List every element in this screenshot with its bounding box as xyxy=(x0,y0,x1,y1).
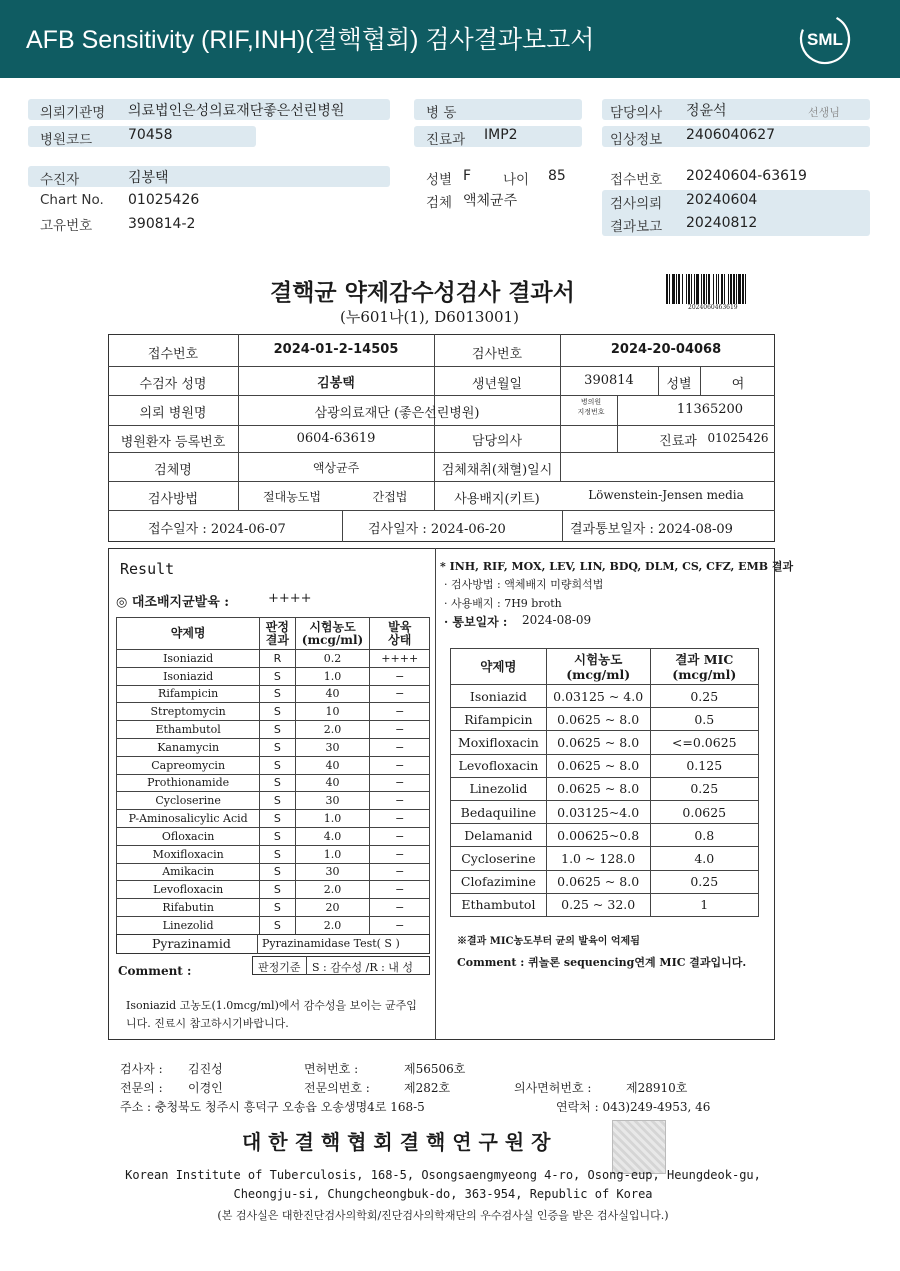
col-header: 결과 xyxy=(265,632,289,647)
table-cell: − xyxy=(370,685,430,703)
table-cell: − xyxy=(370,738,430,756)
table-cell: 1 xyxy=(650,893,758,916)
footer-text: 면허번호 : xyxy=(304,1062,359,1076)
table-cell: S xyxy=(260,916,295,934)
barcode-text: 202406046361​9 xyxy=(688,304,738,311)
comment-text: Isoniazid 고농도(1.0mcg/ml)에서 감수성을 보이는 균주입 xyxy=(126,999,417,1012)
table-cell: Moxifloxacin xyxy=(451,731,547,754)
mic-media: · 사용배지 : 7H9 broth xyxy=(444,597,562,610)
table-cell: Moxifloxacin xyxy=(117,845,260,863)
table-row xyxy=(117,650,430,668)
table-cell: S xyxy=(260,703,295,721)
table-cell: − xyxy=(370,827,430,845)
table-cell: Delamanid xyxy=(451,824,547,847)
info-label: 병 동 xyxy=(426,105,457,121)
scanned-report xyxy=(100,262,800,1262)
cell: 진료과 xyxy=(659,434,697,449)
table-cell: Levofloxacin xyxy=(451,754,547,777)
table-row xyxy=(451,847,759,870)
table-cell: 1.0 ~ 128.0 xyxy=(546,847,650,870)
info-label: 검사의뢰 xyxy=(610,196,663,212)
table-cell: 4.0 xyxy=(295,827,370,845)
table-cell: − xyxy=(370,703,430,721)
cell: 0604-63619 xyxy=(296,431,376,446)
col-header: 약제명 xyxy=(117,618,260,650)
cell: 여 xyxy=(731,377,745,392)
footer-text: 제28910호 xyxy=(626,1081,688,1095)
cell: 수검자 성명 xyxy=(139,377,207,392)
table-row xyxy=(117,881,430,899)
table-cell: Prothionamide xyxy=(117,774,260,792)
table-cell: Cycloserine xyxy=(451,847,547,870)
info-value: 정윤석 xyxy=(686,103,727,119)
footer-text: 제56506호 xyxy=(404,1062,466,1076)
table-row xyxy=(451,893,759,916)
table-cell: 40 xyxy=(295,756,370,774)
report-subtitle: (누601나(1), D6013001) xyxy=(340,308,519,326)
info-value: 85 xyxy=(548,168,566,184)
info-label: 담당의사 xyxy=(610,105,663,121)
mic-date-label: · 통보일자 : xyxy=(444,615,508,629)
cell: 검사일자 : 2024-06-20 xyxy=(368,522,506,537)
table-cell: Capreomycin xyxy=(117,756,260,774)
footer-text: 검사자 : xyxy=(120,1062,163,1076)
table-cell: Cycloserine xyxy=(117,792,260,810)
table-cell: 4.0 xyxy=(650,847,758,870)
table-cell: − xyxy=(370,667,430,685)
table-cell: S xyxy=(260,863,295,881)
table-cell: Ethambutol xyxy=(117,721,260,739)
col-header: 판정 xyxy=(265,619,289,634)
table-cell: Linezolid xyxy=(451,777,547,800)
col-header: (mcg/ml) xyxy=(672,666,737,682)
table-cell: S xyxy=(260,721,295,739)
table-cell: ++++ xyxy=(370,650,430,668)
table-cell: 0.0625 xyxy=(650,800,758,823)
info-value: F xyxy=(463,168,472,184)
svg-text:SML: SML xyxy=(807,30,843,49)
footer-text: 김진성 xyxy=(188,1062,223,1076)
info-label: 의뢰기관명 xyxy=(40,105,106,121)
info-label: 검체 xyxy=(426,195,453,211)
address-en: Cheongju-si, Chungcheongbuk-do, 363-954, Republic of Korea xyxy=(233,1187,653,1201)
table-cell: S xyxy=(260,899,295,917)
cell: 390814 xyxy=(584,373,634,388)
table-cell: 0.0625 ~ 8.0 xyxy=(546,777,650,800)
criteria-label: 판정기준 xyxy=(258,961,301,974)
table-cell: 2.0 xyxy=(295,721,370,739)
table-cell: − xyxy=(370,916,430,934)
table-cell: S xyxy=(260,667,295,685)
table-cell: 2.0 xyxy=(295,881,370,899)
table-cell: S xyxy=(260,738,295,756)
table-cell: 0.03125 ~ 4.0 xyxy=(546,685,650,708)
cell: 01025426 xyxy=(707,431,769,445)
table-row xyxy=(451,824,759,847)
col-header: 발육 xyxy=(388,619,412,634)
table-cell: S xyxy=(260,845,295,863)
table-row xyxy=(117,774,430,792)
table-cell: Isoniazid xyxy=(451,685,547,708)
table-cell: Ofloxacin xyxy=(117,827,260,845)
cell: 담당의사 xyxy=(471,434,523,449)
table-cell: Bedaquiline xyxy=(451,800,547,823)
cell: 삼광의료재단 (좋은선린병원) xyxy=(314,406,480,421)
table-cell: 0.0625 ~ 8.0 xyxy=(546,754,650,777)
info-label: 병원코드 xyxy=(40,132,93,148)
table-cell: 0.00625~0.8 xyxy=(546,824,650,847)
official-seal xyxy=(612,1120,666,1174)
table-cell: 0.0625 ~ 8.0 xyxy=(546,731,650,754)
info-value: 20240604 xyxy=(686,192,758,208)
table-row xyxy=(117,863,430,881)
table-cell: P-Aminosalicylic Acid xyxy=(117,810,260,828)
mic-note: ※결과 MIC농도부터 균의 발육이 억제됨 xyxy=(457,936,640,947)
control-value: ++++ xyxy=(268,591,312,606)
table-cell: <=0.0625 xyxy=(650,731,758,754)
table-row xyxy=(117,827,430,845)
info-label: Chart No. xyxy=(40,192,104,208)
result-title: Result xyxy=(120,560,175,578)
info-value: 2406040627 xyxy=(686,127,776,143)
table-cell: Linezolid xyxy=(117,916,260,934)
footer-text: 주소 : 충청북도 청주시 흥덕구 오송읍 오송생명4로 168-5 xyxy=(120,1100,425,1114)
table-cell: Streptomycin xyxy=(117,703,260,721)
cell: 2024-20-04068 xyxy=(610,342,722,357)
table-row xyxy=(117,685,430,703)
table-cell: Levofloxacin xyxy=(117,881,260,899)
cell: 간접법 xyxy=(372,490,408,504)
info-value: 의료법인은성의료재단좋은선린병원 xyxy=(128,103,345,119)
cell: 김봉택 xyxy=(317,376,355,391)
table-row xyxy=(117,845,430,863)
table-cell: 0.2 xyxy=(295,650,370,668)
cell: 의뢰 병원명 xyxy=(139,406,207,421)
table-cell: 2.0 xyxy=(295,916,370,934)
table-cell: 30 xyxy=(295,792,370,810)
table-cell: 0.25 ~ 32.0 xyxy=(546,893,650,916)
table-cell: 30 xyxy=(295,863,370,881)
info-label: 고유번호 xyxy=(40,218,93,234)
table-cell: − xyxy=(370,899,430,917)
table-cell: S xyxy=(260,774,295,792)
table-cell: S xyxy=(260,756,295,774)
table-cell: Clofazimine xyxy=(451,870,547,893)
table-cell: − xyxy=(370,863,430,881)
header-bar xyxy=(0,0,900,78)
barcode xyxy=(666,274,768,304)
table-cell: 0.25 xyxy=(650,777,758,800)
info-label: 접수번호 xyxy=(610,172,663,188)
cell: 검사방법 xyxy=(147,492,199,507)
table-row xyxy=(117,792,430,810)
table-cell: 30 xyxy=(295,738,370,756)
info-label: 결과보고 xyxy=(610,219,663,235)
table-cell: S xyxy=(260,881,295,899)
table-cell: Rifabutin xyxy=(117,899,260,917)
cell: 병의원 xyxy=(580,398,602,406)
table-cell: 1.0 xyxy=(295,667,370,685)
table-cell: 1.0 xyxy=(295,810,370,828)
cell: 사용배지(키트) xyxy=(454,492,540,507)
cell: 지정번호 xyxy=(577,408,605,416)
cell: 생년월일 xyxy=(471,377,523,392)
table-cell: S xyxy=(260,827,295,845)
cell: 접수번호 xyxy=(147,347,199,362)
cell: 액상균주 xyxy=(312,461,360,475)
report-title: 결핵균 약제감수성검사 결과서 xyxy=(270,279,575,306)
table-cell: 0.03125~4.0 xyxy=(546,800,650,823)
table-row xyxy=(117,667,430,685)
cell: Löwenstein-Jensen media xyxy=(588,488,744,502)
cell: 결과통보일자 : 2024-08-09 xyxy=(570,522,733,537)
col-header: (mcg/ml) xyxy=(301,632,364,647)
table-cell: − xyxy=(370,774,430,792)
table-row xyxy=(451,870,759,893)
mic-date: 2024-08-09 xyxy=(522,613,592,627)
cert-note: (본 검사실은 대한진단검사의학회/진단검사의학재단의 우수검사실 인증을 받은 검사실입니다.) xyxy=(217,1209,669,1222)
table-row xyxy=(117,916,430,934)
info-value: 선생님 xyxy=(808,106,840,119)
info-value: 김봉택 xyxy=(128,170,169,186)
table-row xyxy=(451,777,759,800)
info-label: 진료과 xyxy=(426,132,466,148)
table-cell: Rifampicin xyxy=(451,708,547,731)
table-cell: R xyxy=(260,650,295,668)
table-cell: 0.5 xyxy=(650,708,758,731)
table-cell: 40 xyxy=(295,685,370,703)
criteria-value: S : 감수성 /R : 내 성 xyxy=(312,961,414,974)
mic-table xyxy=(450,648,759,917)
table-row xyxy=(117,810,430,828)
table-cell: S xyxy=(260,685,295,703)
mic-method: · 검사방법 : 액체배지 미량희석법 xyxy=(444,578,604,591)
footer-text: 전문의번호 : xyxy=(304,1081,370,1095)
info-label: 나이 xyxy=(503,172,530,188)
pza-name: Pyrazinamid xyxy=(152,936,231,951)
table-cell: − xyxy=(370,721,430,739)
table-cell: 0.0625 ~ 8.0 xyxy=(546,870,650,893)
org-name: 대 한 결 핵 협 회 결 핵 연 구 원 장 xyxy=(242,1130,551,1154)
cell: 절대농도법 xyxy=(263,490,321,504)
cell: 접수일자 : 2024-06-07 xyxy=(148,522,286,537)
col-header: 결과 MIC xyxy=(675,651,734,667)
table-cell: − xyxy=(370,845,430,863)
table-row xyxy=(451,685,759,708)
table-cell: Amikacin xyxy=(117,863,260,881)
info-value: 20240812 xyxy=(686,215,758,231)
table-cell: − xyxy=(370,792,430,810)
cell: 검사번호 xyxy=(471,347,523,362)
table-cell: Ethambutol xyxy=(451,893,547,916)
table-row xyxy=(117,703,430,721)
info-value: 390814-2 xyxy=(128,216,196,232)
mic-header: * INH, RIF, MOX, LEV, LIN, BDQ, DLM, CS, CFZ, EMB 결과 xyxy=(440,560,794,573)
table-row xyxy=(117,756,430,774)
info-label: 수진자 xyxy=(40,172,80,188)
table-cell: S xyxy=(260,810,295,828)
table-cell: 0.25 xyxy=(650,685,758,708)
footer-text: 의사면허번호 : xyxy=(514,1081,592,1095)
comment-text: 니다. 진료시 참고하시기바랍니다. xyxy=(126,1017,289,1030)
table-cell: Isoniazid xyxy=(117,650,260,668)
footer-text: 연락처 : 043)249-4953, 46 xyxy=(556,1100,711,1114)
table-row xyxy=(451,754,759,777)
sml-logo xyxy=(798,12,852,66)
footer-text: 이경인 xyxy=(188,1081,223,1095)
cell: 성별 xyxy=(666,377,692,392)
table-cell: 1.0 xyxy=(295,845,370,863)
cell: 11365200 xyxy=(676,402,744,417)
table-row xyxy=(117,899,430,917)
table-cell: 0.0625 ~ 8.0 xyxy=(546,708,650,731)
comment-label: Comment : xyxy=(118,964,192,978)
col-header: (mcg/ml) xyxy=(566,666,631,682)
footer-text: 전문의 : xyxy=(120,1081,163,1095)
info-value: IMP2 xyxy=(484,127,518,143)
col-header: 시험농도 xyxy=(574,651,623,667)
table-cell: 0.8 xyxy=(650,824,758,847)
cell: 검체채취(채혈)일시 xyxy=(441,463,553,478)
info-value: 01025426 xyxy=(128,192,200,208)
table-cell: − xyxy=(370,810,430,828)
table-cell: 10 xyxy=(295,703,370,721)
table-cell: Rifampicin xyxy=(117,685,260,703)
info-value: 20240604-63619 xyxy=(686,168,807,184)
table-row xyxy=(117,738,430,756)
table-cell: 40 xyxy=(295,774,370,792)
col-header: 시험농도 xyxy=(309,619,356,634)
table-row xyxy=(451,731,759,754)
address-en: Korean Institute of Tuberculosis, 168-5, Osongsaengmyeong 4-ro, Osong-eup, Heungdeok-gu, xyxy=(125,1168,761,1182)
col-header: 약제명 xyxy=(451,649,547,685)
cell: 병원환자 등록번호 xyxy=(120,435,226,450)
table-cell: S xyxy=(260,792,295,810)
table-cell: Kanamycin xyxy=(117,738,260,756)
table-cell: 20 xyxy=(295,899,370,917)
page-title: AFB Sensitivity (RIF,INH)(결핵협회) 검사결과보고서 xyxy=(26,26,595,54)
table-cell: Isoniazid xyxy=(117,667,260,685)
col-header: 상태 xyxy=(388,632,412,647)
table-row xyxy=(451,800,759,823)
mic-comment: Comment : 퀴놀론 sequencing연계 MIC 결과입니다. xyxy=(457,956,747,969)
cell: 2024-01-2-14505 xyxy=(273,342,399,357)
footer-text: 제282호 xyxy=(404,1081,451,1095)
pza-result: Pyrazinamidase Test( S ) xyxy=(262,937,400,950)
table-row xyxy=(117,721,430,739)
table-row xyxy=(451,708,759,731)
cell: 검체명 xyxy=(154,463,192,478)
table-cell: 0.125 xyxy=(650,754,758,777)
table-cell: − xyxy=(370,881,430,899)
info-label: 성별 xyxy=(426,172,453,188)
info-label: 임상정보 xyxy=(610,132,663,148)
info-value: 액체균주 xyxy=(463,193,518,209)
table-cell: 0.25 xyxy=(650,870,758,893)
info-value: 70458 xyxy=(128,127,173,143)
control-label: ◎ 대조배지균발육 : xyxy=(116,595,230,610)
susceptibility-table xyxy=(116,617,430,935)
table-cell: − xyxy=(370,756,430,774)
